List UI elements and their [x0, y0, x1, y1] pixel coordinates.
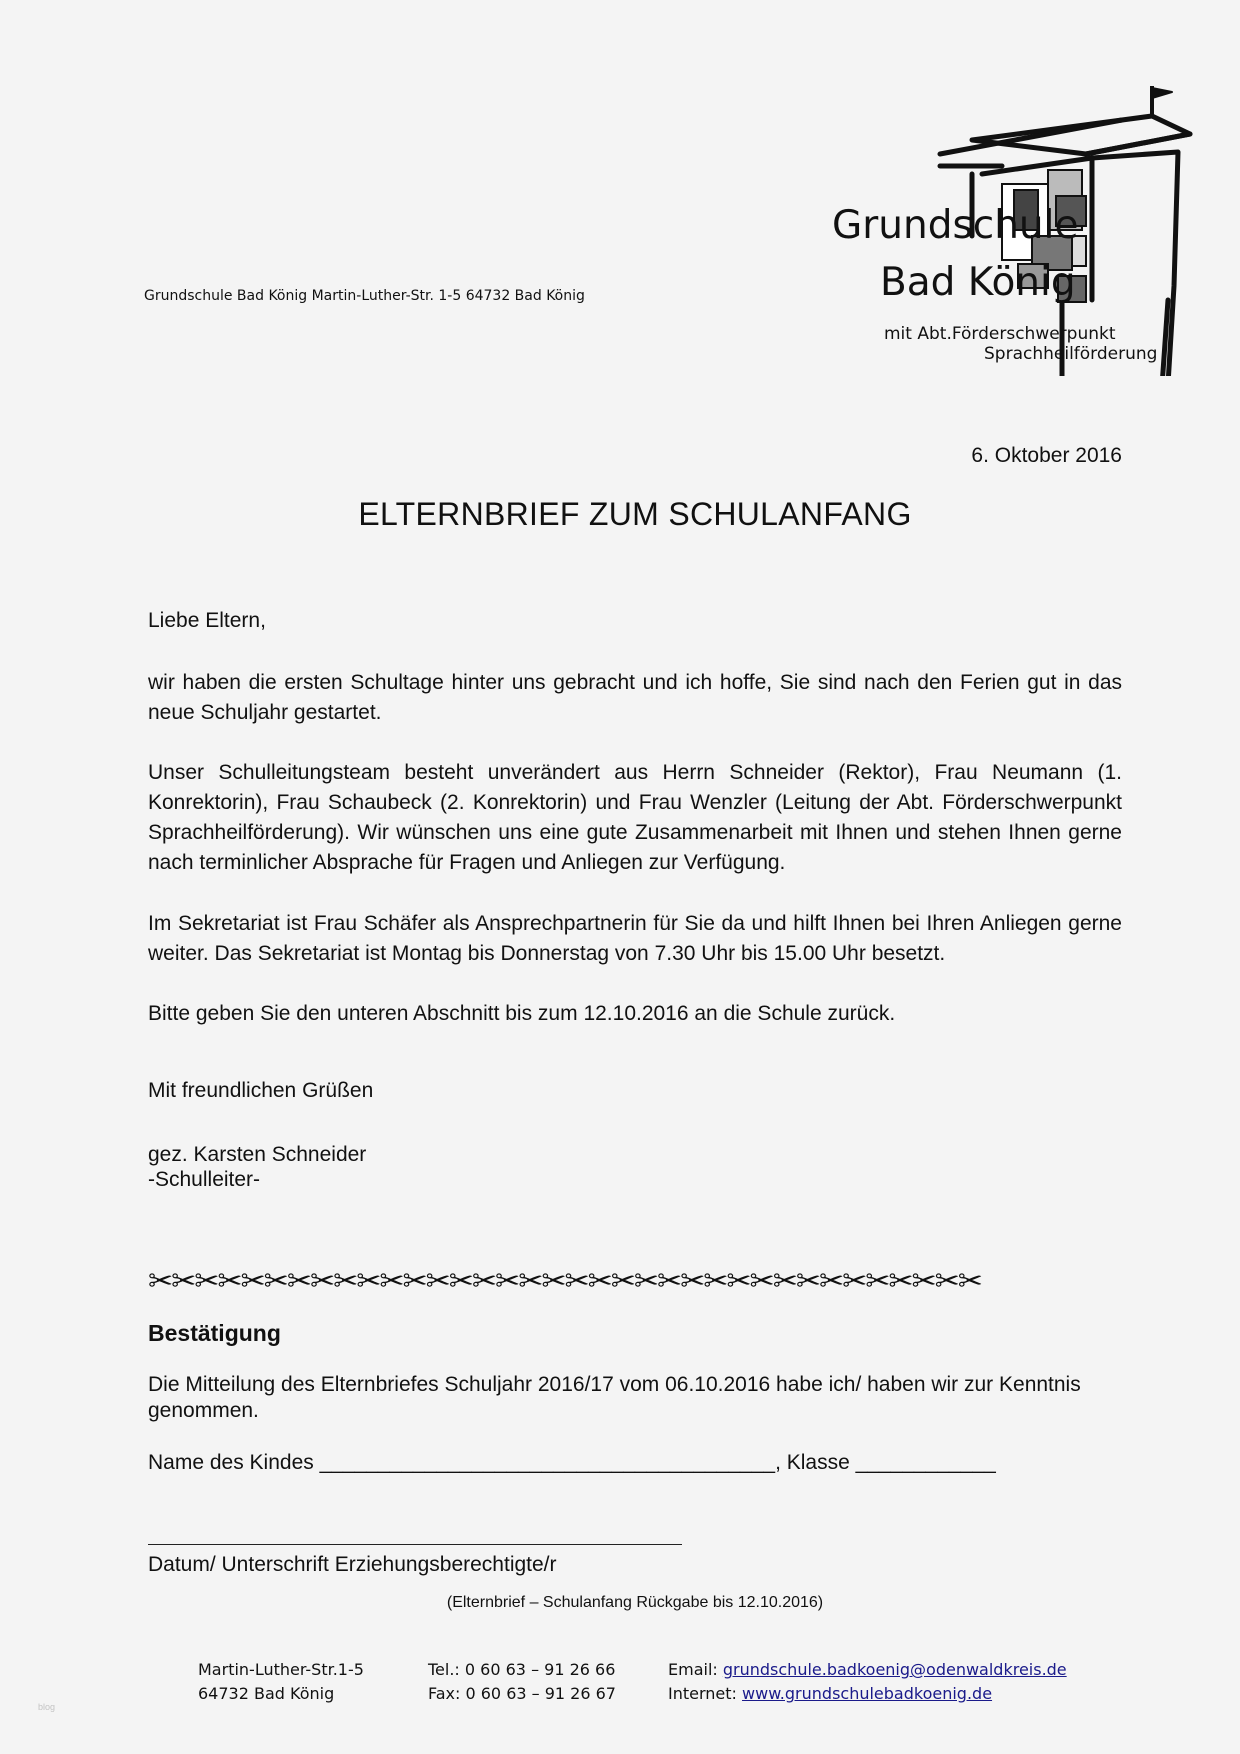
- logo-name-line1: Grundschule: [832, 203, 1079, 248]
- paragraph-4: Bitte geben Sie den unteren Abschnitt bis zum 12.10.2016 an die Schule zurück.: [148, 1002, 896, 1025]
- signature-role: -Schulleiter-: [148, 1168, 261, 1191]
- logo-subtitle-line2: Sprachheilförderung: [984, 344, 1158, 364]
- sender-address-line: Grundschule Bad König Martin-Luther-Str. 1-5 64732 Bad König: [144, 288, 585, 304]
- footer-email-row: [668, 1660, 1067, 1679]
- footer-tel: Tel.: 0 60 63 – 91 26 66: [428, 1660, 616, 1679]
- return-note: (Elternbrief – Schulanfang Rückgabe bis 12.10.2016): [446, 1594, 824, 1611]
- signature-name: gez. Karsten Schneider: [148, 1143, 367, 1166]
- footer-fax: Fax: 0 60 63 – 91 26 67: [428, 1684, 616, 1703]
- child-name-field: Name des Kindes _______________________________________, Klasse ____________: [148, 1451, 996, 1474]
- letter-date: 6. Oktober 2016: [971, 444, 1122, 467]
- logo-name-line2: Bad König: [880, 260, 1076, 305]
- footer-internet-link[interactable]: www.grundschulebadkoenig.de: [742, 1684, 993, 1703]
- signature-line: [148, 1544, 682, 1545]
- footer-email-label: Email:: [668, 1660, 718, 1679]
- salutation: Liebe Eltern,: [148, 609, 266, 632]
- closing-greeting: Mit freundlichen Grüßen: [148, 1079, 374, 1102]
- paragraph-1: wir haben die ersten Schultage hinter uns gebracht und ich hoffe, Sie sind nach den Ferien gut in das neue Schuljahr gestartet.: [148, 671, 1122, 724]
- watermark: blog: [38, 1702, 56, 1712]
- footer-internet-label: Internet:: [668, 1684, 737, 1703]
- confirmation-heading: Bestätigung: [148, 1320, 281, 1346]
- paragraph-3: Im Sekretariat ist Frau Schäfer als Ansprechpartnerin für Sie da und hilft Ihnen bei Ihren Anliegen gerne weiter. Das Sekretariat ist Montag bis Donnerstag von 7.30 Uhr bis 15.00 Uhr besetzt.: [148, 912, 1122, 965]
- cut-line: ✂✂✂✂✂✂✂✂✂✂✂✂✂✂✂✂✂✂✂✂✂✂✂✂✂✂✂✂✂✂✂✂✂✂✂✂: [148, 1264, 981, 1299]
- footer-street: Martin-Luther-Str.1-5: [198, 1660, 364, 1679]
- confirmation-text: Die Mitteilung des Elternbriefes Schuljahr 2016/17 vom 06.10.2016 habe ich/ haben wir zur Kenntnis genommen.: [148, 1373, 1081, 1422]
- logo-subtitle-line1: mit Abt.Förderschwerpunkt: [884, 324, 1116, 344]
- paragraph-2: Unser Schulleitungsteam besteht unverändert aus Herrn Schneider (Rektor), Frau Neumann (1. Konrektorin), Frau Schaubeck (2. Konrektorin) und Frau Wenzler (Leitung der Abt. Förderschwerpunkt Sprachheilförderung). Wir wünschen uns eine gute Zusammenarbeit mit Ihnen und stehen Ihnen gerne nach terminlicher Absprache für Fragen und Anliegen zur Verfügung.: [148, 761, 1122, 874]
- letter-title: ELTERNBRIEF ZUM SCHULANFANG: [358, 496, 912, 532]
- footer-internet-row: [668, 1684, 992, 1703]
- footer-email-link[interactable]: grundschule.badkoenig@odenwaldkreis.de: [722, 1660, 1067, 1679]
- signature-label: Datum/ Unterschrift Erziehungsberechtigte/r: [148, 1553, 557, 1576]
- footer-city: 64732 Bad König: [198, 1684, 335, 1703]
